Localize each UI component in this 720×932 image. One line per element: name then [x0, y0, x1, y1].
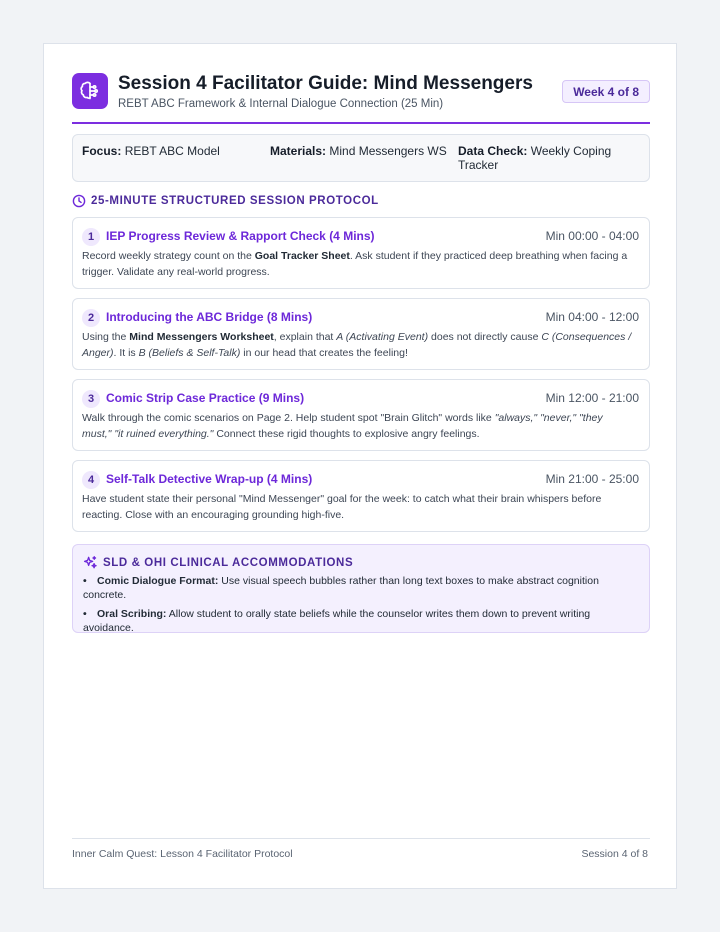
accommodations-list: [83, 574, 643, 640]
step-number: 3: [82, 390, 100, 408]
footer-page-indicator: Session 4 of 8: [581, 848, 648, 860]
step-description: Walk through the comic scenarios on Page 2. Help student spot "Brain Glitch" words like "always," "never," "they must," "it ruined everything." Connect these rigid thoughts to explosive angry feelings.: [82, 412, 603, 440]
step-time: Min 04:00 - 12:00: [545, 310, 639, 324]
materials-label: Materials:: [270, 144, 327, 158]
materials-info: [270, 144, 450, 158]
protocol-step: [72, 298, 650, 370]
materials-value: Mind Messengers WS: [329, 144, 447, 158]
list-item: • Comic Dialogue Format: Use visual speech bubbles rather than long text boxes to make abstract cognition concrete.: [83, 575, 599, 601]
step-title: Introducing the ABC Bridge (8 Mins): [106, 310, 313, 324]
list-item: • Oral Scribing: Allow student to orally state beliefs while the counselor writes them down to prevent writing avoidance.: [83, 608, 591, 634]
protocol-heading-text: 25-MINUTE STRUCTURED SESSION PROTOCOL: [91, 195, 379, 207]
header-divider: [72, 122, 650, 124]
session-info-bar: [72, 134, 650, 182]
focus-value: REBT ABC Model: [124, 144, 220, 158]
accommodation-label: Comic Dialogue Format:: [97, 575, 219, 587]
footer-title: Inner Calm Quest: Lesson 4 Facilitator Protocol: [72, 848, 293, 860]
sparkles-icon: [83, 555, 98, 570]
step-time: Min 21:00 - 25:00: [545, 472, 639, 486]
data-check-info: [458, 144, 618, 172]
accommodation-label: Oral Scribing:: [97, 608, 167, 620]
step-description: Have student state their personal "Mind Messenger" goal for the week: to catch what their brain whispers before reacting. Close with an encouraging grounding high-five.: [82, 493, 602, 521]
week-badge: Week 4 of 8: [562, 80, 650, 103]
step-number: 1: [82, 228, 100, 246]
step-number: 4: [82, 471, 100, 489]
focus-label: Focus:: [82, 144, 122, 158]
document-page: [43, 43, 677, 889]
accommodations-heading: [83, 555, 353, 570]
protocol-step: [72, 379, 650, 451]
page-header: [72, 73, 650, 123]
page-subtitle: REBT ABC Framework & Internal Dialogue Connection (25 Min): [118, 98, 444, 110]
clock-icon: [72, 194, 86, 208]
accommodations-panel: [72, 544, 650, 633]
data-check-value: Weekly Coping Tracker: [458, 144, 612, 172]
protocol-step: [72, 460, 650, 532]
brain-icon: [72, 73, 108, 109]
step-title: Comic Strip Case Practice (9 Mins): [106, 391, 305, 405]
data-check-label: Data Check:: [458, 144, 528, 158]
step-title: IEP Progress Review & Rapport Check (4 Mins): [106, 229, 375, 243]
focus-info: [82, 144, 262, 158]
step-time: Min 00:00 - 04:00: [545, 229, 639, 243]
step-description: Using the Mind Messengers Worksheet, explain that A (Activating Event) does not directly cause C (Consequences / Anger). It is B (Beliefs & Self-Talk) in our head that creates the feeling!: [82, 331, 632, 359]
footer-divider: [72, 838, 650, 839]
step-number: 2: [82, 309, 100, 327]
step-description: Record weekly strategy count on the Goal Tracker Sheet. Ask student if they practiced deep breathing when facing a trigger. Validate any real-world progress.: [82, 250, 628, 278]
accommodation-text: Use visual speech bubbles rather than long text boxes to make abstract cognition concrete.: [83, 575, 599, 601]
accommodations-heading-text: SLD & OHI CLINICAL ACCOMMODATIONS: [103, 556, 354, 569]
step-time: Min 12:00 - 21:00: [545, 391, 639, 405]
protocol-heading: [72, 194, 379, 208]
protocol-step: [72, 217, 650, 289]
accommodation-text: Allow student to orally state beliefs while the counselor writes them down to prevent writing avoidance.: [83, 608, 591, 634]
step-title: Self-Talk Detective Wrap-up (4 Mins): [106, 472, 313, 486]
page-title: Session 4 Facilitator Guide: Mind Messengers: [118, 73, 533, 94]
